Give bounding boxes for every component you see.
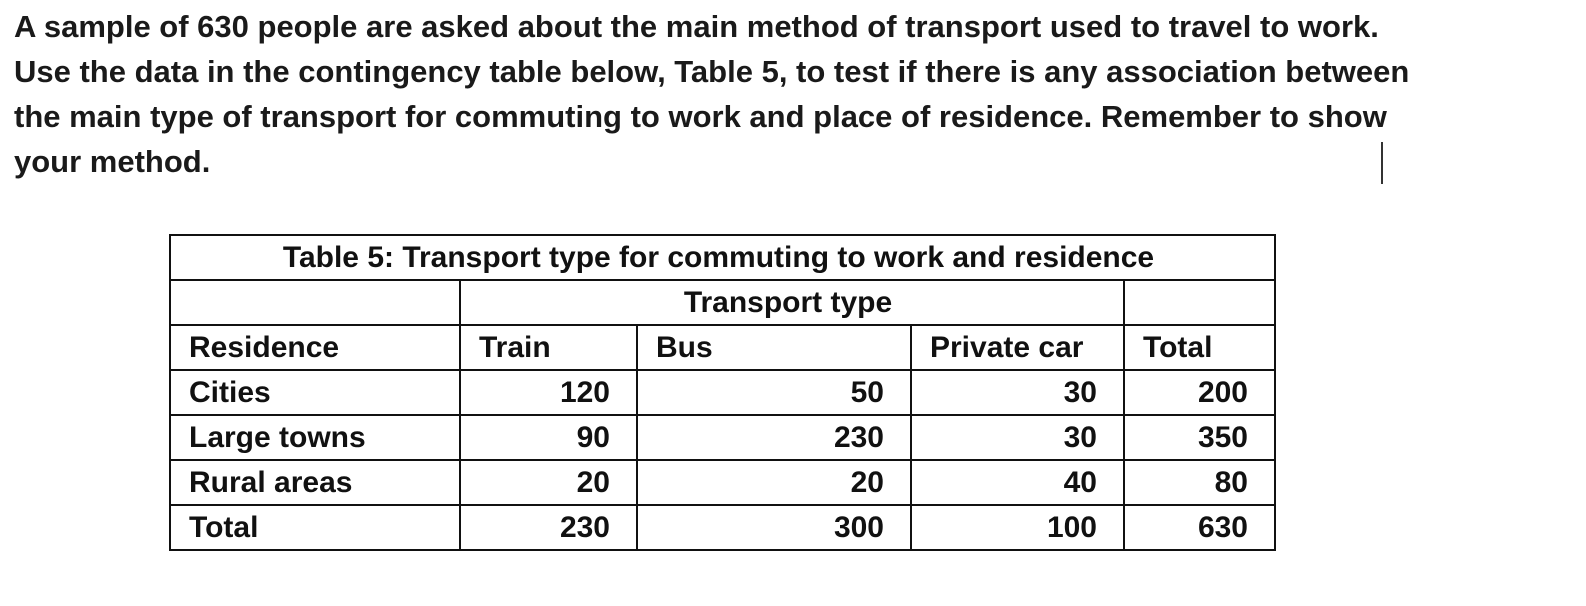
column-header-residence: Residence — [170, 325, 460, 370]
row-label: Cities — [170, 370, 460, 415]
question-line: the main type of transport for commuting to work and place of residence. Remember to show — [14, 99, 1387, 134]
cell-total: 630 — [1124, 505, 1275, 550]
cell-private-car: 30 — [911, 415, 1124, 460]
question-line: your method. — [14, 144, 211, 179]
row-label: Large towns — [170, 415, 460, 460]
table-row — [170, 370, 1275, 415]
column-header-private-car: Private car — [911, 325, 1124, 370]
row-label: Rural areas — [170, 460, 460, 505]
question-line: A sample of 630 people are asked about the main method of transport used to travel to work. — [14, 9, 1379, 44]
cell-private-car: 30 — [911, 370, 1124, 415]
table-row — [170, 460, 1275, 505]
cell-total: 80 — [1124, 460, 1275, 505]
contingency-table — [169, 234, 1276, 551]
table-title-row — [170, 235, 1275, 280]
transport-type-header: Transport type — [460, 280, 1124, 325]
empty-header-cell — [1124, 280, 1275, 325]
text-cursor — [1381, 142, 1383, 184]
table-row — [170, 415, 1275, 460]
cell-train: 230 — [460, 505, 637, 550]
cell-private-car: 100 — [911, 505, 1124, 550]
row-label: Total — [170, 505, 460, 550]
cell-train: 90 — [460, 415, 637, 460]
question-text — [14, 4, 1574, 184]
cell-bus: 230 — [637, 415, 911, 460]
cell-train: 120 — [460, 370, 637, 415]
cell-private-car: 40 — [911, 460, 1124, 505]
cell-total: 350 — [1124, 415, 1275, 460]
table-row — [170, 505, 1275, 550]
column-header-train: Train — [460, 325, 637, 370]
cell-train: 20 — [460, 460, 637, 505]
question-line: Use the data in the contingency table below, Table 5, to test if there is any association between — [14, 54, 1410, 89]
table-group-header-row — [170, 280, 1275, 325]
table-title: Table 5: Transport type for commuting to work and residence — [170, 235, 1275, 280]
cell-bus: 20 — [637, 460, 911, 505]
cell-total: 200 — [1124, 370, 1275, 415]
cell-bus: 300 — [637, 505, 911, 550]
empty-header-cell — [170, 280, 460, 325]
column-header-total: Total — [1124, 325, 1275, 370]
column-header-bus: Bus — [637, 325, 911, 370]
cell-bus: 50 — [637, 370, 911, 415]
table-column-header-row — [170, 325, 1275, 370]
